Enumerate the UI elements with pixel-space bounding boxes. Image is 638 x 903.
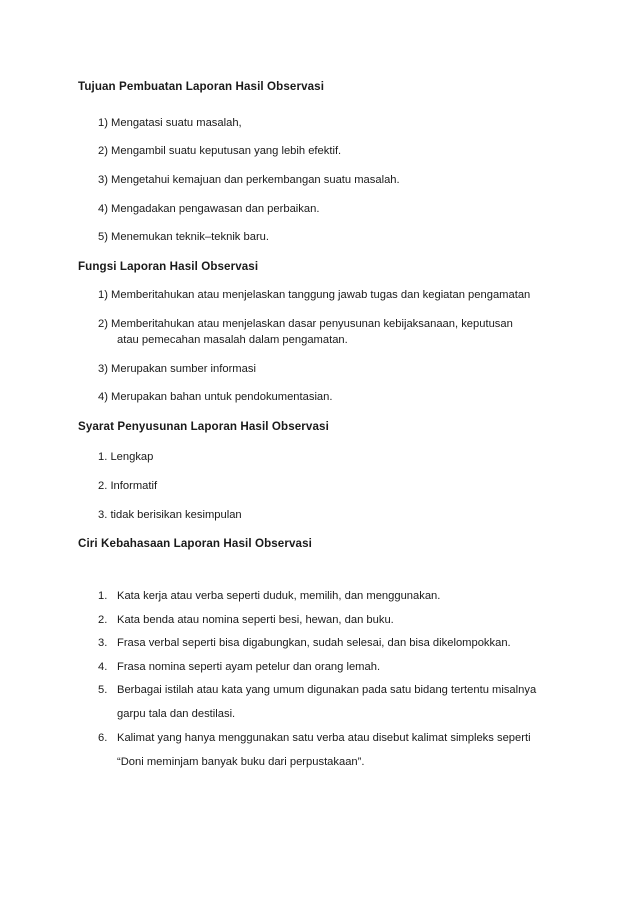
list-item: 2) Mengambil suatu keputusan yang lebih efektif. [98,145,342,157]
section-heading-tujuan: Tujuan Pembuatan Laporan Hasil Observasi [78,80,325,93]
list-number: 1. [98,590,108,602]
list-item: 4) Merupakan bahan untuk pendokumentasian. [98,391,333,403]
list-number: 6. [98,732,108,744]
list-item-continuation: atau pemecahan masalah dalam pengamatan. [117,334,348,346]
section-heading-fungsi: Fungsi Laporan Hasil Observasi [78,260,259,273]
list-item: 3) Mengetahui kemajuan dan perkembangan suatu masalah. [98,174,400,186]
list-number: 5. [98,684,108,696]
section-heading-syarat: Syarat Penyusunan Laporan Hasil Observasi [78,420,329,433]
list-item: 4) Mengadakan pengawasan dan perbaikan. [98,203,320,215]
list-item: Frasa verbal seperti bisa digabungkan, sudah selesai, dan bisa dikelompokkan. [117,637,511,649]
list-item: Kata benda atau nomina seperti besi, hewan, dan buku. [117,614,394,626]
list-item: Frasa nomina seperti ayam petelur dan orang lemah. [117,661,381,673]
section-heading-ciri: Ciri Kebahasaan Laporan Hasil Observasi [78,537,312,550]
list-item: 2) Memberitahukan atau menjelaskan dasar penyusunan kebijaksanaan, keputusan [98,318,513,330]
list-item: Berbagai istilah atau kata yang umum digunakan pada satu bidang tertentu misalnya [117,684,537,696]
list-item: 2. Informatif [98,480,158,492]
list-number: 2. [98,614,108,626]
list-item: 1. Lengkap [98,451,154,463]
list-number: 4. [98,661,108,673]
list-item: 1) Memberitahukan atau menjelaskan tanggung jawab tugas dan kegiatan pengamatan [98,289,531,301]
list-item-continuation: garpu tala dan destilasi. [117,708,236,720]
list-item: 1) Mengatasi suatu masalah, [98,117,242,129]
list-item-continuation: “Doni meminjam banyak buku dari perpustakaan”. [117,756,365,768]
list-item: 3) Merupakan sumber informasi [98,363,256,375]
list-item: Kata kerja atau verba seperti duduk, memilih, dan menggunakan. [117,590,441,602]
list-number: 3. [98,637,108,649]
list-item: 3. tidak berisikan kesimpulan [98,509,242,521]
list-item: 5) Menemukan teknik–teknik baru. [98,231,270,243]
list-item: Kalimat yang hanya menggunakan satu verba atau disebut kalimat simpleks seperti [117,732,531,744]
